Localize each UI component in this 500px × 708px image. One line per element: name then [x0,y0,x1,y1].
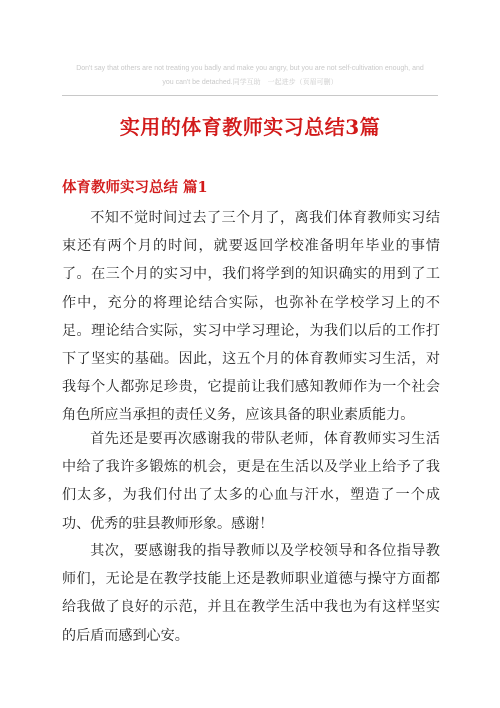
header-note-line-2: you can't be detached.同学互助 一起进步（页眉可删） [162,79,338,86]
body-paragraph-2: 首先还是要再次感谢我的带队老师，体育教师实习生活中给了我许多锻炼的机会，更是在生活以及学业上给予了我们太多，为我们付出了太多的心血与汗水，塑造了一个成功、优秀的驻县教师形象。感谢！ [62,431,440,532]
body-paragraph-1: 不知不觉时间过去了三个月了，离我们体育教师实习结束还有两个月的时间，就要返回学校准备明年毕业的事情了。在三个月的实习中，我们将学到的知识确实的用到了工作中，充分的将理论结合实际，也弥补在学校学习上的不足。理论结合实际，实习中学习理论，为我们以后的工作打下了坚实的基础。因此，这五个月的体育教师实习生活，对我每个人都弥足珍贵，它提前让我们感知教师作为一个社会角色所应当承担的责任义务，应该具备的职业素质能力。 [62,210,440,424]
header-divider [62,95,438,96]
body-paragraph-3: 其次，要感谢我的指导教师以及学校领导和各位指导教师们，无论是在教学技能上还是教师职业道德与操守方面都给我做了良好的示范，并且在教学生活中我也为有这样坚实的后盾而感到心安。 [62,543,440,644]
page-header-note [62,62,438,90]
section-heading: 体育教师实习总结 篇1 [62,179,208,196]
document-title: 实用的体育教师实习总结3篇 [119,115,381,139]
header-note-line-1: Don't say that others are not treating you badly and make you angry, but you are not self-cultivation enough, and [76,65,424,72]
